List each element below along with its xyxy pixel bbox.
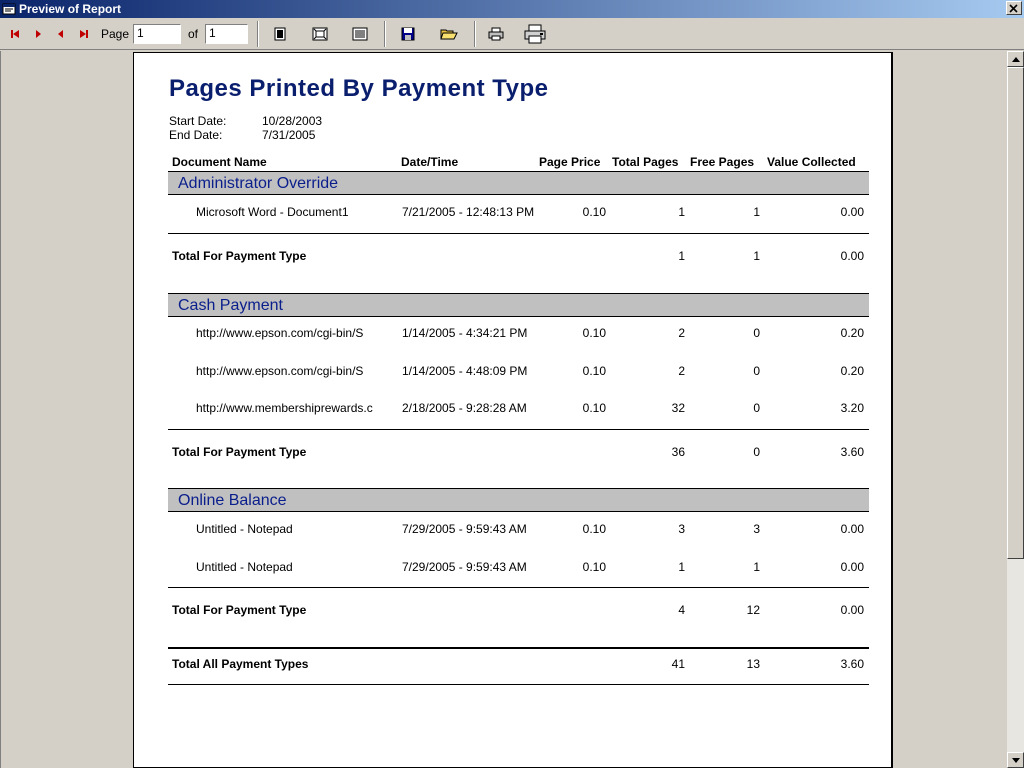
row-document-name: http://www.membershiprewards.c bbox=[196, 401, 373, 415]
report-window-icon bbox=[2, 2, 16, 16]
open-folder-icon bbox=[440, 27, 458, 41]
row-page-price: 0.10 bbox=[582, 522, 606, 536]
row-date-time: 1/14/2005 - 4:34:21 PM bbox=[402, 326, 528, 340]
group-name: Online Balance bbox=[178, 492, 287, 509]
group-name: Cash Payment bbox=[178, 297, 283, 314]
scroll-up-button[interactable] bbox=[1007, 51, 1024, 67]
row-total-pages: 2 bbox=[678, 326, 685, 340]
row-total-pages: 1 bbox=[678, 205, 685, 219]
row-date-time: 7/29/2005 - 9:59:43 AM bbox=[402, 560, 527, 574]
vertical-scrollbar[interactable] bbox=[1007, 51, 1024, 768]
end-date-value: 7/31/2005 bbox=[262, 128, 316, 142]
toolbar-separator bbox=[257, 21, 259, 47]
group-header bbox=[168, 293, 869, 317]
total-pages-field: 1 bbox=[205, 24, 248, 44]
first-page-button[interactable] bbox=[6, 24, 24, 44]
one-page-view-button[interactable] bbox=[270, 24, 290, 44]
row-date-time: 7/29/2005 - 9:59:43 AM bbox=[402, 522, 527, 536]
row-value-collected: 0.00 bbox=[840, 522, 864, 536]
toolbar-separator bbox=[384, 21, 386, 47]
column-header-total-pages: Total Pages bbox=[612, 155, 679, 169]
row-document-name: http://www.epson.com/cgi-bin/S bbox=[196, 364, 364, 378]
printer-setup-icon bbox=[523, 24, 549, 44]
column-header-value-collected: Value Collected bbox=[767, 155, 856, 169]
last-page-icon bbox=[78, 29, 90, 39]
end-date-label: End Date: bbox=[169, 128, 223, 142]
scrollbar-thumb[interactable] bbox=[1007, 67, 1024, 559]
group-total-free: 0 bbox=[753, 445, 760, 459]
row-document-name: http://www.epson.com/cgi-bin/S bbox=[196, 326, 364, 340]
page-number-input[interactable]: 1 bbox=[133, 24, 181, 44]
page-label: Page bbox=[101, 27, 130, 41]
row-free-pages: 3 bbox=[753, 522, 760, 536]
row-page-price: 0.10 bbox=[582, 364, 606, 378]
group-total-value: 0.00 bbox=[840, 249, 864, 263]
page-width-icon bbox=[352, 27, 368, 41]
column-header-page-price: Page Price bbox=[539, 155, 601, 169]
row-date-time: 2/18/2005 - 9:28:28 AM bbox=[402, 401, 527, 415]
divider bbox=[168, 233, 869, 234]
row-document-name: Untitled - Notepad bbox=[196, 560, 293, 574]
column-header-free-pages: Free Pages bbox=[690, 155, 755, 169]
group-total-label: Total For Payment Type bbox=[172, 603, 307, 617]
last-page-button[interactable] bbox=[75, 24, 93, 44]
group-header bbox=[168, 171, 869, 195]
floppy-disk-icon bbox=[401, 27, 415, 41]
row-total-pages: 1 bbox=[678, 560, 685, 574]
print-button[interactable] bbox=[486, 24, 506, 44]
arrow-down-icon bbox=[1012, 758, 1020, 763]
single-page-icon bbox=[273, 27, 287, 41]
group-header bbox=[168, 488, 869, 512]
row-free-pages: 0 bbox=[753, 401, 760, 415]
row-free-pages: 1 bbox=[753, 205, 760, 219]
printer-icon bbox=[488, 27, 504, 41]
grand-total-divider bbox=[168, 647, 869, 649]
toolbar-separator bbox=[474, 21, 476, 47]
row-total-pages: 2 bbox=[678, 364, 685, 378]
group-total-free: 12 bbox=[746, 603, 760, 617]
group-total-free: 1 bbox=[753, 249, 760, 263]
row-page-price: 0.10 bbox=[582, 205, 606, 219]
column-header-date-time: Date/Time bbox=[401, 155, 459, 169]
report-title: Pages Printed By Payment Type bbox=[169, 75, 549, 102]
row-value-collected: 0.00 bbox=[840, 205, 864, 219]
row-page-price: 0.10 bbox=[582, 401, 606, 415]
next-page-button[interactable] bbox=[29, 24, 47, 44]
row-value-collected: 0.20 bbox=[840, 364, 864, 378]
page-width-button[interactable] bbox=[350, 24, 370, 44]
play-left-icon bbox=[56, 29, 66, 39]
divider bbox=[168, 684, 869, 685]
open-button[interactable] bbox=[438, 24, 460, 44]
divider bbox=[168, 587, 869, 588]
save-button[interactable] bbox=[398, 24, 418, 44]
row-date-time: 7/21/2005 - 12:48:13 PM bbox=[402, 205, 535, 219]
group-total-value: 0.00 bbox=[840, 603, 864, 617]
column-header-document-name: Document Name bbox=[172, 155, 267, 169]
grand-total-label: Total All Payment Types bbox=[172, 657, 309, 671]
divider bbox=[168, 429, 869, 430]
fit-page-icon bbox=[312, 27, 328, 41]
row-total-pages: 32 bbox=[671, 401, 685, 415]
row-free-pages: 1 bbox=[753, 560, 760, 574]
report-page bbox=[133, 52, 893, 768]
group-total-pages: 36 bbox=[671, 445, 685, 459]
group-total-value: 3.60 bbox=[840, 445, 864, 459]
scroll-down-button[interactable] bbox=[1007, 752, 1024, 768]
print-setup-button[interactable] bbox=[522, 24, 550, 44]
first-page-icon bbox=[9, 29, 21, 39]
grand-total-free: 13 bbox=[746, 657, 760, 671]
grand-total-value: 3.60 bbox=[840, 657, 864, 671]
toolbar bbox=[0, 18, 1024, 50]
close-button[interactable] bbox=[1006, 1, 1022, 15]
row-value-collected: 0.20 bbox=[840, 326, 864, 340]
arrow-up-icon bbox=[1012, 57, 1020, 62]
close-icon bbox=[1007, 3, 1021, 15]
group-total-pages: 4 bbox=[678, 603, 685, 617]
row-free-pages: 0 bbox=[753, 326, 760, 340]
window-titlebar bbox=[0, 0, 1024, 18]
row-document-name: Untitled - Notepad bbox=[196, 522, 293, 536]
of-label: of bbox=[188, 27, 199, 41]
group-total-pages: 1 bbox=[678, 249, 685, 263]
row-page-price: 0.10 bbox=[582, 326, 606, 340]
row-free-pages: 0 bbox=[753, 364, 760, 378]
grand-total-pages: 41 bbox=[671, 657, 685, 671]
preview-workspace bbox=[0, 51, 1007, 768]
row-value-collected: 3.20 bbox=[840, 401, 864, 415]
row-total-pages: 3 bbox=[678, 522, 685, 536]
row-page-price: 0.10 bbox=[582, 560, 606, 574]
fit-page-button[interactable] bbox=[310, 24, 330, 44]
row-value-collected: 0.00 bbox=[840, 560, 864, 574]
row-date-time: 1/14/2005 - 4:48:09 PM bbox=[402, 364, 528, 378]
play-right-icon bbox=[33, 29, 43, 39]
group-total-label: Total For Payment Type bbox=[172, 249, 307, 263]
start-date-value: 10/28/2003 bbox=[262, 114, 323, 128]
window-title: Preview of Report bbox=[19, 2, 122, 16]
group-name: Administrator Override bbox=[178, 175, 339, 192]
start-date-label: Start Date: bbox=[169, 114, 227, 128]
previous-page-button[interactable] bbox=[52, 24, 70, 44]
group-total-label: Total For Payment Type bbox=[172, 445, 307, 459]
row-document-name: Microsoft Word - Document1 bbox=[196, 205, 349, 219]
